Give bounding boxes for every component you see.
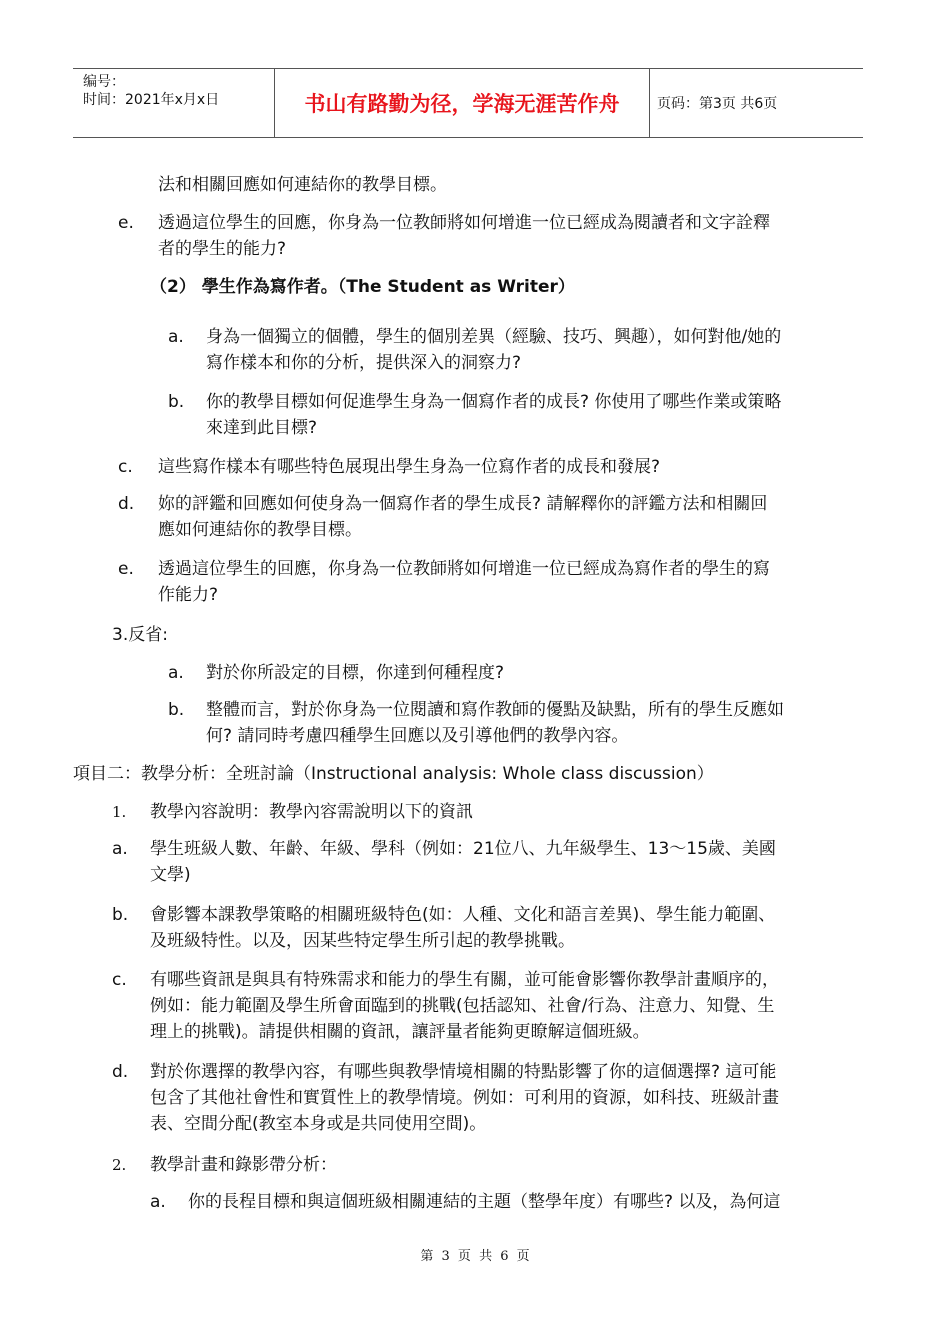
item-label: b. [168,700,185,720]
time-label: 时间：2021年x月x日 [83,92,220,108]
page-label: 页码：第3页 共6页 [657,96,778,112]
text-line: 教學計畫和錄影帶分析： [150,1155,337,1175]
number-label: 编号： [83,74,125,90]
text-line: 你的長程目標和與這個班級相關連結的主題（整學年度）有哪些? 以及，為何這 [188,1192,781,1212]
page-footer [0,1245,950,1264]
item-label: c. [112,970,127,990]
text-line: 來達到此目標? [206,418,318,438]
footer-ye: 页 [516,1249,530,1264]
text-line: 這些寫作樣本有哪些特色展現出學生身為一位寫作者的成長和發展? [158,457,661,477]
footer-di: 第 [420,1249,434,1264]
footer-ye: 页 [457,1249,471,1264]
text-line: 有哪些資訊是與具有特殊需求和能力的學生有關，並可能會影響你教學計畫順序的， [150,970,779,990]
text-line: 對於你選擇的教學內容，有哪些與教學情境相關的特點影響了你的這個選擇? 這可能 [150,1062,777,1082]
text-line: 文學) [150,865,191,885]
section-heading: （2） 學生作為寫作者。（The Student as Writer） [150,277,575,297]
text-line: 透過這位學生的回應，你身為一位教師將如何增進一位已經成為寫作者的學生的寫 [158,559,770,579]
text-line: 學生班級人數、年齡、年級、學科（例如：21位八、九年級學生、13～15歲、美國 [150,839,776,859]
text-line: 應如何連結你的教學目標。 [158,520,362,540]
text-line: 者的學生的能力? [158,239,287,259]
text-line: 透過這位學生的回應，你身為一位教師將如何增進一位已經成為閱讀者和文字詮釋 [158,213,770,233]
section-heading: 項目二：教學分析：全班討論（Instructional analysis: Whole class discussion） [73,764,714,784]
text-line: 寫作樣本和你的分析，提供深入的洞察力? [206,353,522,373]
text-line: 表、空間分配(教室本身或是共同使用空間)。 [150,1114,487,1134]
footer-gong: 共 [479,1249,493,1264]
item-label: a. [112,839,128,859]
item-label: c. [118,457,133,477]
header-table [73,68,863,138]
motto: 书山有路勤为径，学海无涯苦作舟 [275,69,650,137]
text-line: 作能力? [158,585,219,605]
item-label: b. [112,905,129,925]
item-label: e. [118,559,134,579]
text-line: 整體而言，對於你身為一位閱讀和寫作教師的優點及缺點，所有的學生反應如 [206,700,784,720]
text-line: 身為一個獨立的個體，學生的個別差異（經驗、技巧、興趣），如何對他/她的 [206,327,782,347]
text-line: 妳的評鑑和回應如何使身為一個寫作者的學生成長? 請解釋你的評鑑方法和相關回 [158,494,768,514]
text-line: 及班級特性。以及，因某些特定學生所引起的教學挑戰。 [150,931,575,951]
item-label: e. [118,213,134,233]
text-line: 何? 請同時考慮四種學生回應以及引導他們的教學內容。 [206,726,629,746]
text-line: 法和相關回應如何連結你的教學目標。 [158,175,447,195]
item-label: b. [168,392,185,412]
item-label: d. [118,494,135,514]
text-line: 例如：能力範圍及學生所會面臨到的挑戰(包括認知、社會/行為、注意力、知覺、生 [150,996,775,1016]
text-line: 對於你所設定的目標，你達到何種程度? [206,663,505,683]
footer-total-pages: 6 [500,1249,509,1264]
item-label: a. [168,327,184,347]
header-info-cell [73,69,275,137]
item-label: a. [150,1192,166,1212]
text-line: 包含了其他社會性和實質性上的教學情境。例如：可利用的資源，如科技、班級計畫 [150,1088,779,1108]
section-heading: 3.反省: [112,625,168,645]
item-label: a. [168,663,184,683]
text-line: 理上的挑戰)。請提供相關的資訊，讓評量者能夠更瞭解這個班級。 [150,1022,650,1042]
text-line: 你的教學目標如何促進學生身為一個寫作者的成長? 你使用了哪些作業或策略 [206,392,782,412]
item-label: 1. [112,803,127,821]
text-line: 教學內容說明：教學內容需說明以下的資訊 [150,802,473,822]
item-label: d. [112,1062,129,1082]
text-line: 會影響本課教學策略的相關班級特色(如：人種、文化和語言差異)、學生能力範圍、 [150,905,776,925]
item-label: 2. [112,1156,127,1174]
footer-page-number: 3 [441,1249,450,1264]
